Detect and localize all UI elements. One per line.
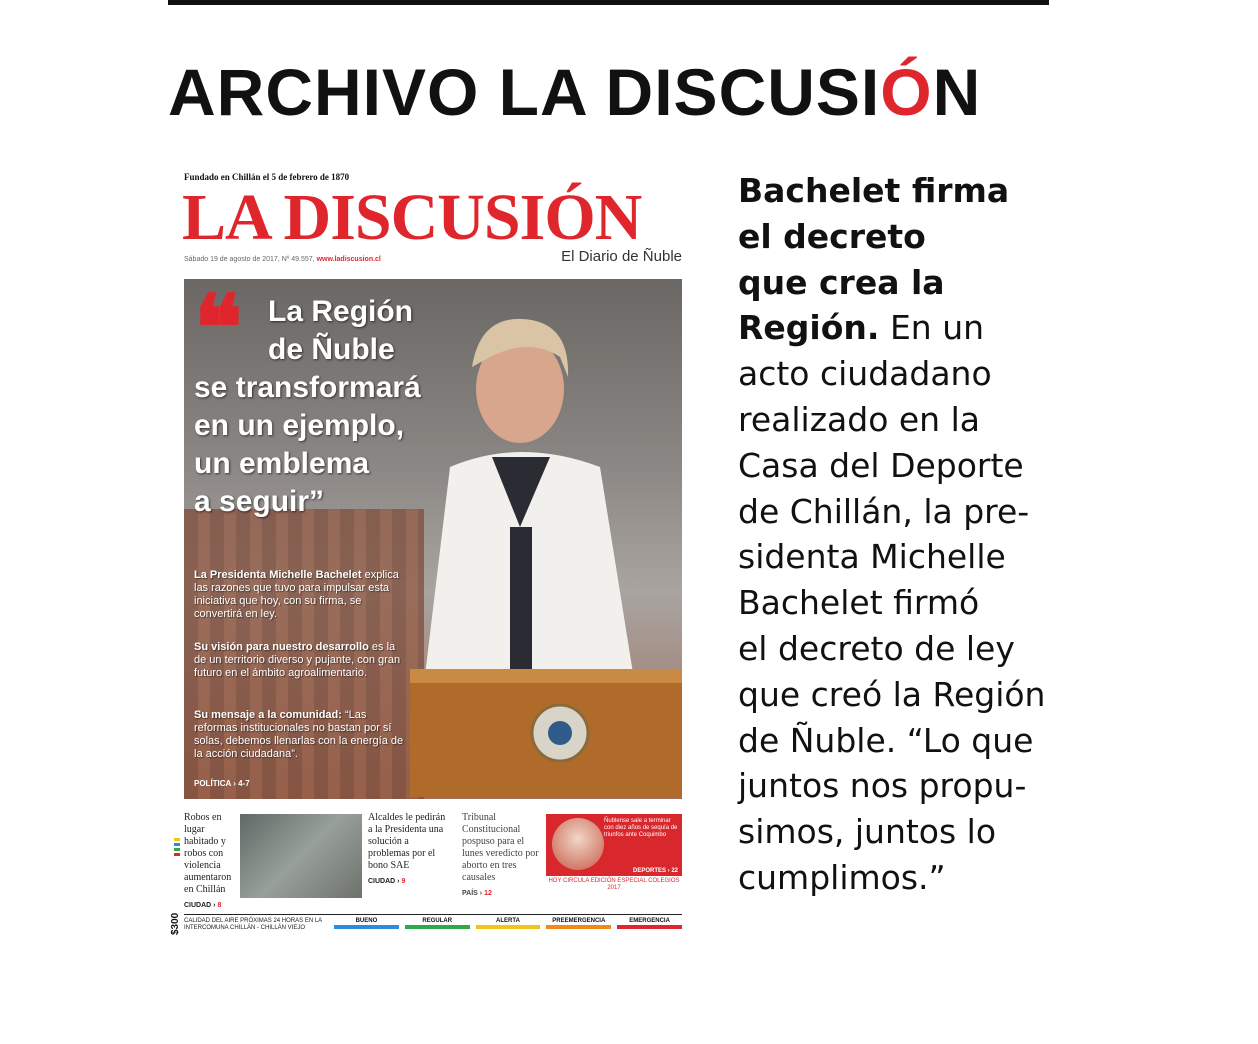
story-tag: CIUDAD › 9 bbox=[368, 878, 406, 885]
quote-mark-icon: ❝ bbox=[194, 280, 243, 379]
article-headline-line: que crea la bbox=[738, 262, 945, 302]
special-edition-note: HOY CIRCULA EDICIÓN ESPECIAL COLEGIOS 2017 bbox=[548, 878, 680, 891]
story-teaser: Tribunal Constitucional pospuso para el lunes veredicto por aborto en tres causales PAÍS › 12 bbox=[462, 812, 542, 900]
founded-line: Fundado en Chillán el 5 de febrero de 1870 bbox=[184, 172, 350, 182]
section-tag: POLÍTICA › 4-7 bbox=[194, 779, 250, 788]
newspaper-url: www.ladiscusion.cl bbox=[316, 256, 381, 263]
article-body-line: cumplimos.” bbox=[738, 857, 946, 897]
air-level: REGULAR bbox=[405, 918, 470, 929]
quote-line: a seguir” bbox=[194, 485, 325, 518]
air-quality-label: CALIDAD DEL AIRE PRÓXIMAS 24 HORAS EN LA INTERCOMUNA CHILLÁN - CHILLÁN VIEJO bbox=[184, 918, 322, 931]
cover-blurb: La Presidenta Michelle Bachelet explica las razones que tuvo para impulsar esta iniciativa que hoy, con su firma, se convertirá en ley. bbox=[194, 569, 399, 620]
story-teaser: Robos en lugar habitado y robos con violencia aumentaron en Chillán CIUDAD › 8 bbox=[184, 812, 236, 912]
article-body-line: Casa del Deporte bbox=[738, 445, 1024, 485]
story-teaser: Alcaldes le pedirán a la Presidenta una solución a problemas por el bono SAE CIUDAD › 9 bbox=[368, 812, 452, 888]
story-photo bbox=[240, 814, 362, 898]
air-level: BUENO bbox=[334, 918, 399, 929]
newspaper-subtitle: El Diario de Ñuble bbox=[561, 248, 682, 265]
article-headline-line: Región. bbox=[738, 308, 880, 348]
quote-line: La Región bbox=[268, 295, 414, 328]
article-headline-line: Bachelet firma bbox=[738, 171, 1010, 210]
quote-line: de Ñuble bbox=[268, 333, 395, 366]
article-body-line: el decreto de ley bbox=[738, 628, 1015, 668]
article-body-line: Bachelet firmó bbox=[738, 583, 980, 623]
price: $300 bbox=[170, 912, 181, 935]
page-title: ARCHIVO LA DISCUSIÓN bbox=[168, 55, 982, 129]
promo-tag: DEPORTES › 22 bbox=[632, 868, 678, 874]
article-text bbox=[738, 168, 1058, 901]
article-body-line: En un bbox=[889, 308, 985, 348]
article-body-line: acto ciudadano bbox=[738, 354, 992, 394]
promo-photo bbox=[552, 818, 604, 870]
air-quality-levels bbox=[334, 918, 682, 929]
article-body-line: de Chillán, la pre- bbox=[738, 491, 1030, 531]
cover-photo bbox=[184, 279, 682, 799]
air-level: ALERTA bbox=[476, 918, 541, 929]
quote-line: en un ejemplo, bbox=[194, 409, 405, 442]
cover-quote bbox=[194, 293, 484, 521]
air-quality-bar bbox=[170, 912, 682, 935]
dateline: Sábado 19 de agosto de 2017, Nº 49.557, www.ladiscusion.cl bbox=[184, 256, 381, 263]
article-body-line: juntos nos propu- bbox=[738, 766, 1027, 806]
article-body-line: sidenta Michelle bbox=[738, 537, 1006, 577]
article-body-line: que creó la Región bbox=[738, 674, 1046, 714]
article-body-line: realizado en la bbox=[738, 399, 980, 439]
article-headline-line: el decreto bbox=[738, 216, 926, 256]
title-accent-letter: Ó bbox=[880, 55, 933, 129]
article-body-line: simos, juntos lo bbox=[738, 812, 997, 852]
story-tag: PAÍS › 12 bbox=[462, 890, 492, 897]
air-level: EMERGENCIA bbox=[617, 918, 682, 929]
air-level: PREEMERGENCIA bbox=[546, 918, 611, 929]
newspaper-masthead: LA DISCUSIÓN bbox=[182, 181, 642, 254]
sports-promo bbox=[546, 814, 682, 876]
cover-blurb: Su mensaje a la comunidad: “Las reformas institucionales no bastan por sí solas, debemos llenarlas con la energía de la acción ciudadana”. bbox=[194, 709, 404, 760]
story-tag: CIUDAD › 8 bbox=[184, 902, 222, 909]
front-page-bottom-stories bbox=[184, 808, 682, 908]
newspaper-front-page bbox=[170, 168, 682, 943]
promo-text: Ñublense sale a terminar con diez años de sequía de triunfos ante Coquimbo bbox=[604, 818, 678, 838]
cover-blurb: Su visión para nuestro desarrollo es la de un territorio diverso y pujante, con gran futuro en el ámbito agroalimentario. bbox=[194, 641, 401, 679]
top-rule bbox=[168, 0, 1049, 5]
color-marker-bars bbox=[174, 838, 180, 858]
article-body-line: de Ñuble. “Lo que bbox=[738, 720, 1034, 760]
quote-line: un emblema bbox=[194, 447, 370, 480]
quote-line: se transformará bbox=[194, 371, 421, 404]
